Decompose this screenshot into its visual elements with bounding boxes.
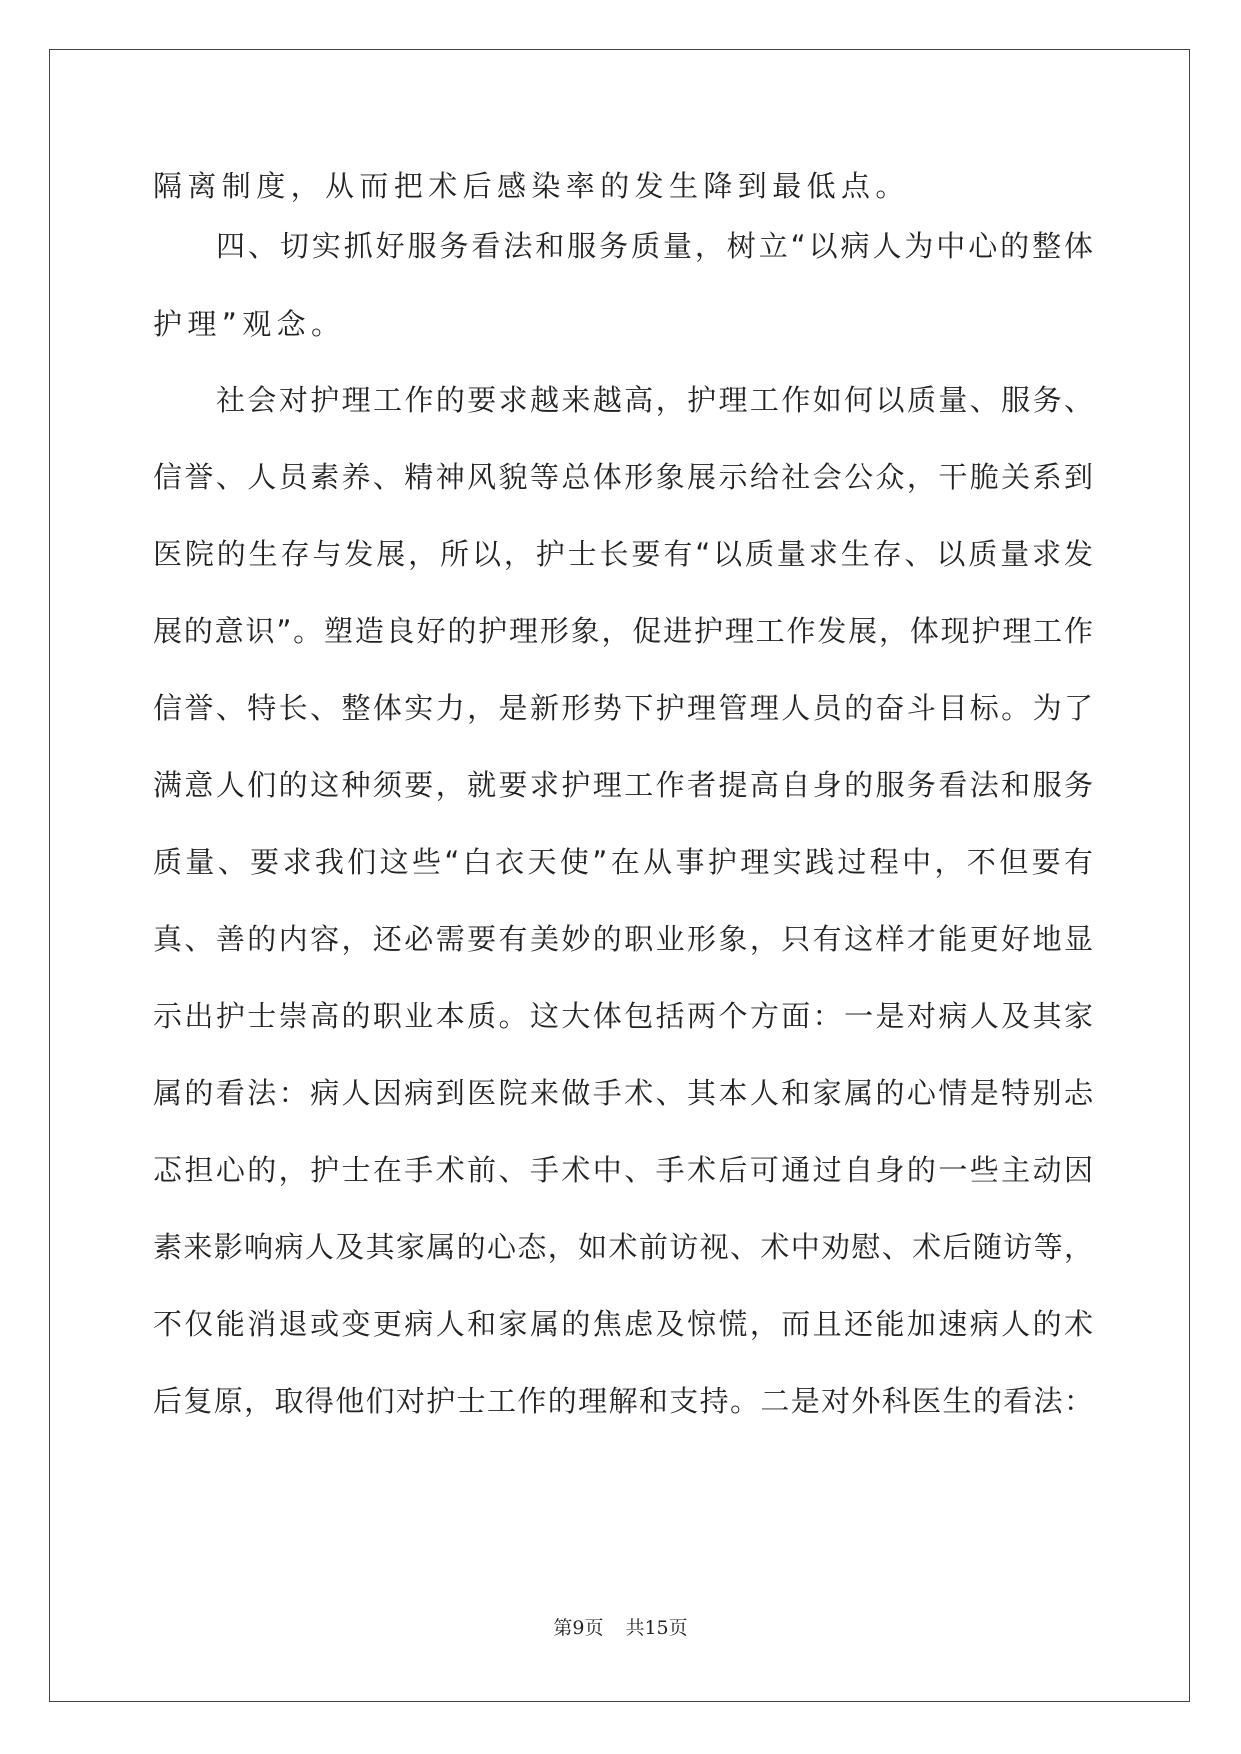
body-text-line: 医院的生存与发展，所以，护士长要有“以质量求生存、以质量求发 — [153, 537, 1093, 571]
body-text-line: 素来影响病人及其家属的心态，如术前访视、术中劝慰、术后随访等， — [153, 1230, 1093, 1264]
body-text-line: 护理”观念。 — [153, 307, 346, 341]
body-text-line: 质量、要求我们这些“白衣天使”在从事护理实践过程中，不但要有 — [153, 845, 1093, 879]
body-text-line: 示出护士崇高的职业本质。这大体包括两个方面：一是对病人及其家 — [153, 999, 1093, 1033]
body-text-line: 四、切实抓好服务看法和服务质量，树立“以病人为中心的整体 — [216, 229, 1093, 263]
body-text-line: 隔离制度，从而把术后感染率的发生降到最低点。 — [153, 169, 910, 203]
body-text-line: 信誉、人员素养、精神风貌等总体形象展示给社会公众，干脆关系到 — [153, 460, 1093, 494]
body-text-line: 展的意识”。塑造良好的护理形象，促进护理工作发展，体现护理工作 — [153, 614, 1093, 648]
body-text-line: 满意人们的这种须要，就要求护理工作者提高自身的服务看法和服务 — [153, 768, 1093, 802]
page-footer — [0, 1616, 1241, 1640]
page-total: 共15页 — [625, 1617, 688, 1639]
body-text-line: 后复原，取得他们对护士工作的理解和支持。二是对外科医生的看法： — [153, 1384, 1093, 1418]
body-text-line: 社会对护理工作的要求越来越高，护理工作如何以质量、服务、 — [216, 383, 1093, 417]
body-text-line: 忑担心的，护士在手术前、手术中、手术后可通过自身的一些主动因 — [153, 1153, 1093, 1187]
page-number: 第9页 — [553, 1617, 604, 1639]
body-text-line: 属的看法：病人因病到医院来做手术、其本人和家属的心情是特别忐 — [153, 1076, 1093, 1110]
body-text-line: 真、善的内容，还必需要有美妙的职业形象，只有这样才能更好地显 — [153, 922, 1093, 956]
body-text-line: 不仅能消退或变更病人和家属的焦虑及惊慌，而且还能加速病人的术 — [153, 1307, 1093, 1341]
body-text-line: 信誉、特长、整体实力，是新形势下护理管理人员的奋斗目标。为了 — [153, 691, 1093, 725]
